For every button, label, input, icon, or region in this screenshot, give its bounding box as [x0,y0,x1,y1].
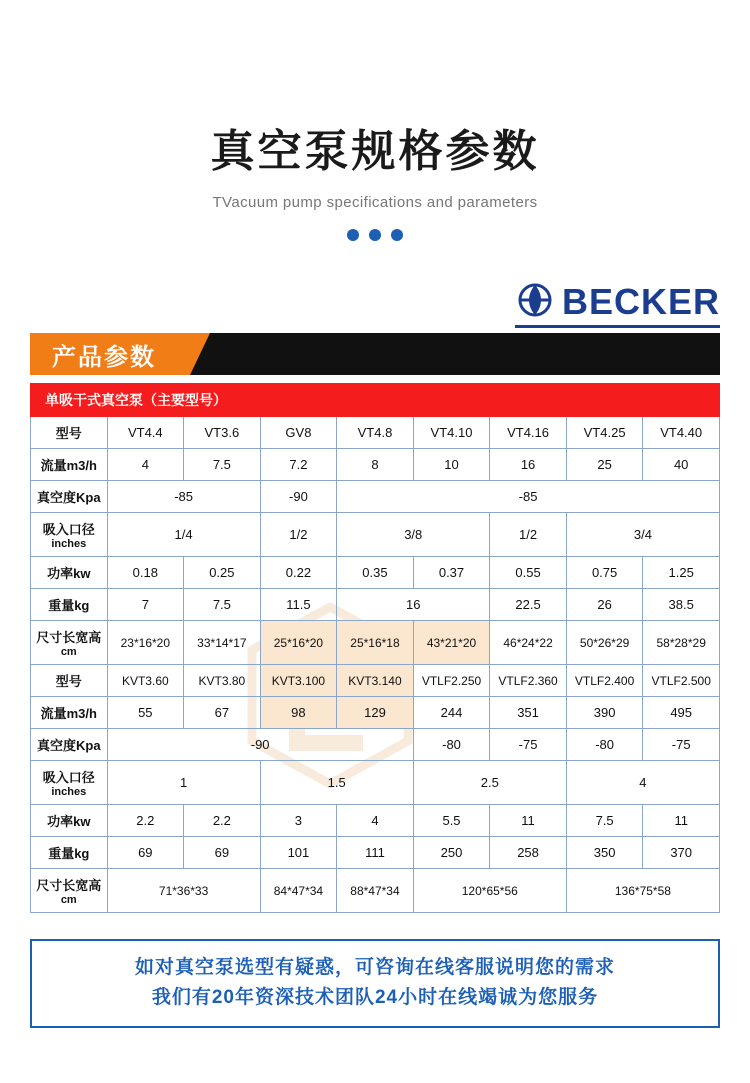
model-cell: GV8 [260,417,337,449]
data-cell: 11.5 [260,589,337,621]
data-cell: 3 [260,805,337,837]
row-label: 流量m3/h [31,697,108,729]
data-cell: -75 [643,729,720,761]
data-cell: 250 [413,837,490,869]
data-cell: 7.5 [184,589,261,621]
data-cell: -80 [566,729,643,761]
table-row [31,449,720,481]
page-title: 真空泵规格参数 [210,127,540,176]
model-cell: VTLF2.400 [566,665,643,697]
data-cell: 11 [490,805,567,837]
section-tab-label: 产品参数 [30,333,190,375]
model-cell: KVT3.80 [184,665,261,697]
model-cell: VT4.4 [107,417,184,449]
row-label-unit: inches [51,538,87,551]
footer-callout [30,939,720,1028]
data-cell: 16 [490,449,567,481]
row-label [31,513,108,557]
table-row [31,805,720,837]
brand-name: BECKER [561,281,720,323]
row-label-unit: inches [51,786,87,799]
model-cell: VT4.10 [413,417,490,449]
row-label: 功率kw [31,805,108,837]
model-cell: KVT3.60 [107,665,184,697]
row-label [31,761,108,805]
row-label: 真空度Kpa [31,481,108,513]
data-cell: 7.2 [260,449,337,481]
table-row [31,417,720,449]
table-row [31,697,720,729]
data-cell: 98 [260,697,337,729]
data-cell: 2.5 [413,761,566,805]
data-cell: -80 [413,729,490,761]
data-cell: 3/8 [337,513,490,557]
data-cell: -75 [490,729,567,761]
row-label: 型号 [31,665,108,697]
data-cell: 0.55 [490,557,567,589]
data-cell: -85 [337,481,720,513]
footer-line-1: 如对真空泵选型有疑惑，可咨询在线客服说明您的需求 [134,957,615,979]
data-cell: 1/2 [260,513,337,557]
table-row [31,589,720,621]
data-cell: 43*21*20 [413,621,490,665]
brand-row [0,281,750,327]
data-cell: 23*16*20 [107,621,184,665]
data-cell: 40 [643,449,720,481]
table-row [31,869,720,913]
data-cell: 0.18 [107,557,184,589]
row-label-main: 尺寸长宽高 [36,878,102,894]
row-label [31,869,108,913]
data-cell: 1.5 [260,761,413,805]
model-cell: VT3.6 [184,417,261,449]
dot-icon [347,229,359,241]
data-cell: 0.25 [184,557,261,589]
data-cell: 258 [490,837,567,869]
table-caption-row [31,384,720,417]
model-cell: VTLF2.250 [413,665,490,697]
data-cell: 0.22 [260,557,337,589]
table-row [31,621,720,665]
table-row [31,513,720,557]
data-cell: 22.5 [490,589,567,621]
data-cell: 120*65*56 [413,869,566,913]
brand-underline [515,325,720,328]
decorative-dots [0,229,750,241]
data-cell: 4 [337,805,414,837]
data-cell: 4 [566,761,719,805]
table-caption: 单吸干式真空泵（主要型号） [31,384,720,417]
data-cell: 1.25 [643,557,720,589]
data-cell: 71*36*33 [107,869,260,913]
data-cell: 88*47*34 [337,869,414,913]
row-label: 真空度Kpa [31,729,108,761]
page-header [0,0,750,241]
data-cell: 8 [337,449,414,481]
data-cell: 0.37 [413,557,490,589]
data-cell: 244 [413,697,490,729]
data-cell: 25*16*18 [337,621,414,665]
row-label [31,621,108,665]
data-cell: 0.75 [566,557,643,589]
dot-icon [369,229,381,241]
data-cell: 5.5 [413,805,490,837]
data-cell: 351 [490,697,567,729]
data-cell: 69 [184,837,261,869]
table-row [31,837,720,869]
row-label: 型号 [31,417,108,449]
data-cell: 495 [643,697,720,729]
row-label-unit: cm [60,646,77,659]
model-cell: VT4.16 [490,417,567,449]
table-row [31,557,720,589]
data-cell: 136*75*58 [566,869,719,913]
data-cell: 0.35 [337,557,414,589]
dot-icon [391,229,403,241]
brand-logo [514,281,720,323]
data-cell: 3/4 [566,513,719,557]
data-cell: -85 [107,481,260,513]
model-cell: VT4.40 [643,417,720,449]
data-cell: 69 [107,837,184,869]
row-label: 重量kg [31,589,108,621]
table-row [31,665,720,697]
section-bar [30,333,720,375]
model-cell: VT4.8 [337,417,414,449]
becker-logo-icon [514,282,556,322]
page-subtitle: TVacuum pump specifications and parameters [212,194,538,212]
row-label-main: 吸入口径 [42,522,95,538]
data-cell: 58*28*29 [643,621,720,665]
row-label-main: 尺寸长宽高 [36,630,102,646]
data-cell: 25*16*20 [260,621,337,665]
data-cell: 7.5 [566,805,643,837]
data-cell: -90 [107,729,413,761]
model-cell: VTLF2.360 [490,665,567,697]
spec-table-wrapper [30,383,720,913]
table-row [31,481,720,513]
data-cell: 1/2 [490,513,567,557]
data-cell: 350 [566,837,643,869]
data-cell: 370 [643,837,720,869]
row-label-main: 吸入口径 [42,770,95,786]
data-cell: 2.2 [107,805,184,837]
data-cell: 1/4 [107,513,260,557]
footer-line-2: 我们有20年资深技术团队24小时在线竭诚为您服务 [151,986,599,1008]
data-cell: 10 [413,449,490,481]
data-cell: 25 [566,449,643,481]
data-cell: 7.5 [184,449,261,481]
row-label: 重量kg [31,837,108,869]
data-cell: 33*14*17 [184,621,261,665]
data-cell: 46*24*22 [490,621,567,665]
data-cell: 2.2 [184,805,261,837]
data-cell: 16 [337,589,490,621]
data-cell: 11 [643,805,720,837]
data-cell: 38.5 [643,589,720,621]
model-cell: VT4.25 [566,417,643,449]
model-cell: KVT3.140 [337,665,414,697]
spec-table [30,383,720,913]
data-cell: 1 [107,761,260,805]
data-cell: 7 [107,589,184,621]
row-label: 流量m3/h [31,449,108,481]
data-cell: 50*26*29 [566,621,643,665]
data-cell: 101 [260,837,337,869]
table-row [31,761,720,805]
table-row [31,729,720,761]
data-cell: 55 [107,697,184,729]
data-cell: 129 [337,697,414,729]
data-cell: 67 [184,697,261,729]
data-cell: 111 [337,837,414,869]
data-cell: 84*47*34 [260,869,337,913]
data-cell: 390 [566,697,643,729]
model-cell: KVT3.100 [260,665,337,697]
data-cell: -90 [260,481,337,513]
row-label-unit: cm [60,894,77,907]
model-cell: VTLF2.500 [643,665,720,697]
row-label: 功率kw [31,557,108,589]
data-cell: 4 [107,449,184,481]
data-cell: 26 [566,589,643,621]
